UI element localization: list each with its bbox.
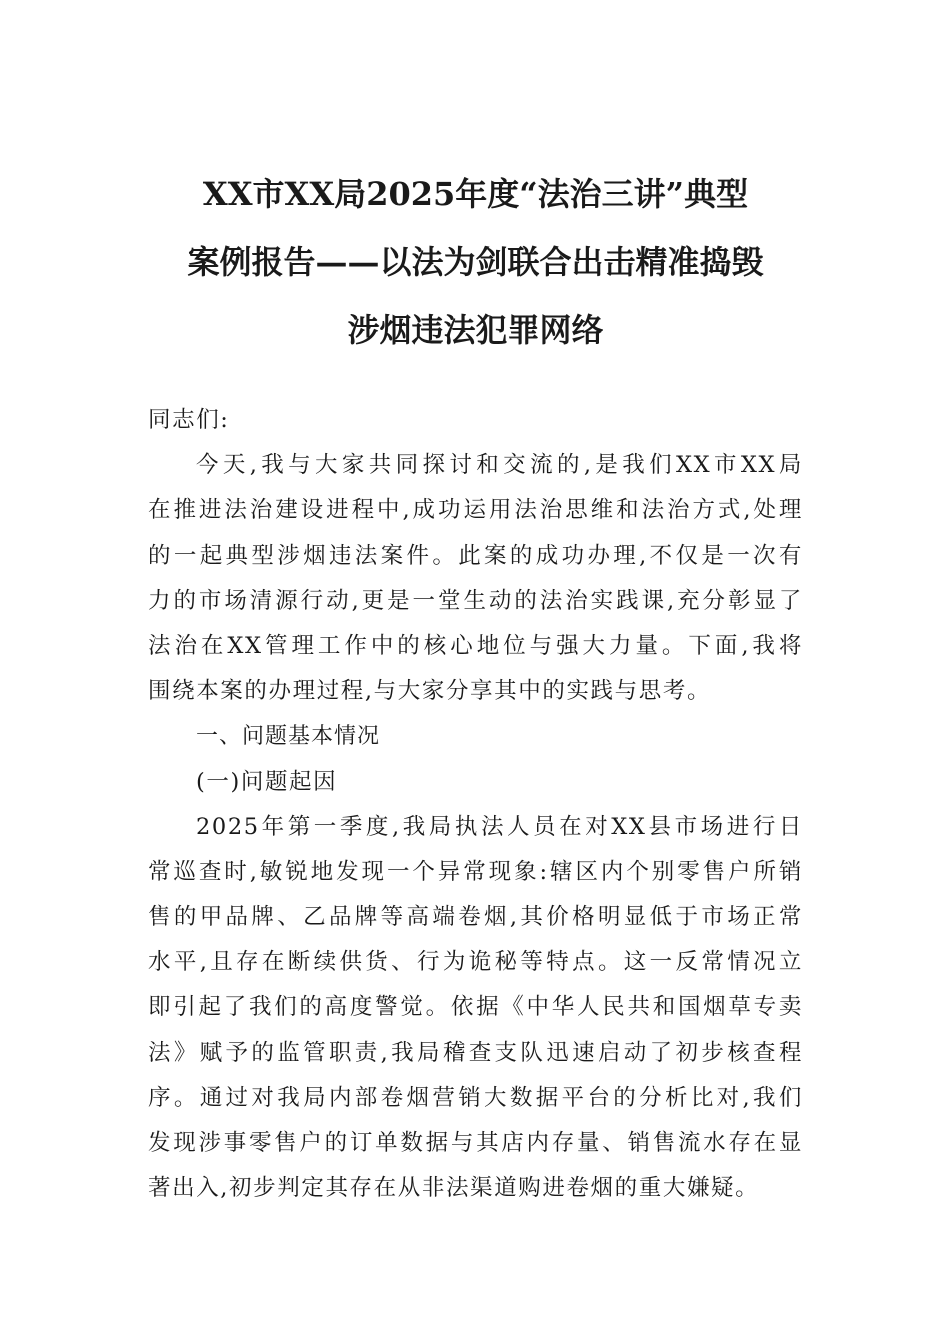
case-paragraph: [148, 805, 803, 1212]
title-line: 涉烟违法犯罪网络: [347, 311, 604, 349]
paragraph-line: 发现涉事零售户的订单数据与其店内存量、销售流水存在显: [148, 1130, 803, 1156]
paragraph-line: 著出入,初步判定其存在从非法渠道购进卷烟的重大嫌疑。: [148, 1175, 760, 1202]
paragraph-line: 水平,且存在断续供货、行为诡秘等特点。这一反常情况立: [148, 949, 803, 976]
salutation: 同志们:: [148, 407, 230, 433]
paragraph-line: 的一起典型涉烟违法案件。此案的成功办理,不仅是一次有: [148, 542, 803, 569]
title-line: XX市XX局2025年度“法治三讲”典型: [202, 175, 749, 213]
paragraph-line: 法》赋予的监管职责,我局稽查支队迅速启动了初步核查程: [148, 1039, 803, 1066]
subsection-heading: (一)问题起因: [196, 768, 338, 795]
intro-paragraph: [148, 443, 803, 714]
document-title: [148, 160, 803, 364]
paragraph-line: 售的甲品牌、乙品牌等高端卷烟,其价格明显低于市场正常: [148, 904, 803, 931]
paragraph-line: 序。通过对我局内部卷烟营销大数据平台的分析比对,我们: [148, 1084, 803, 1111]
paragraph-line: 2025年第一季度,我局执法人员在对XX县市场进行日: [196, 813, 803, 840]
paragraph-line: 在推进法治建设进程中,成功运用法治思维和法治方式,处理: [148, 497, 803, 524]
paragraph-line: 常巡查时,敏锐地发现一个异常现象:辖区内个别零售户所销: [148, 858, 803, 885]
title-line: 案例报告——以法为剑联合出击精准捣毁: [187, 243, 764, 281]
paragraph-line: 即引起了我们的高度警觉。依据《中华人民共和国烟草专卖: [148, 994, 803, 1021]
paragraph-line: 力的市场清源行动,更是一堂生动的法治实践课,充分彰显了: [148, 587, 803, 614]
paragraph-line: 法治在XX管理工作中的核心地位与强大力量。下面,我将: [148, 632, 803, 659]
section-heading: 一、问题基本情况: [196, 724, 381, 750]
paragraph-line: 围绕本案的办理过程,与大家分享其中的实践与思考。: [148, 678, 712, 705]
paragraph-line: 今天,我与大家共同探讨和交流的,是我们XX市XX局: [196, 452, 803, 479]
document-body: [148, 398, 803, 1211]
